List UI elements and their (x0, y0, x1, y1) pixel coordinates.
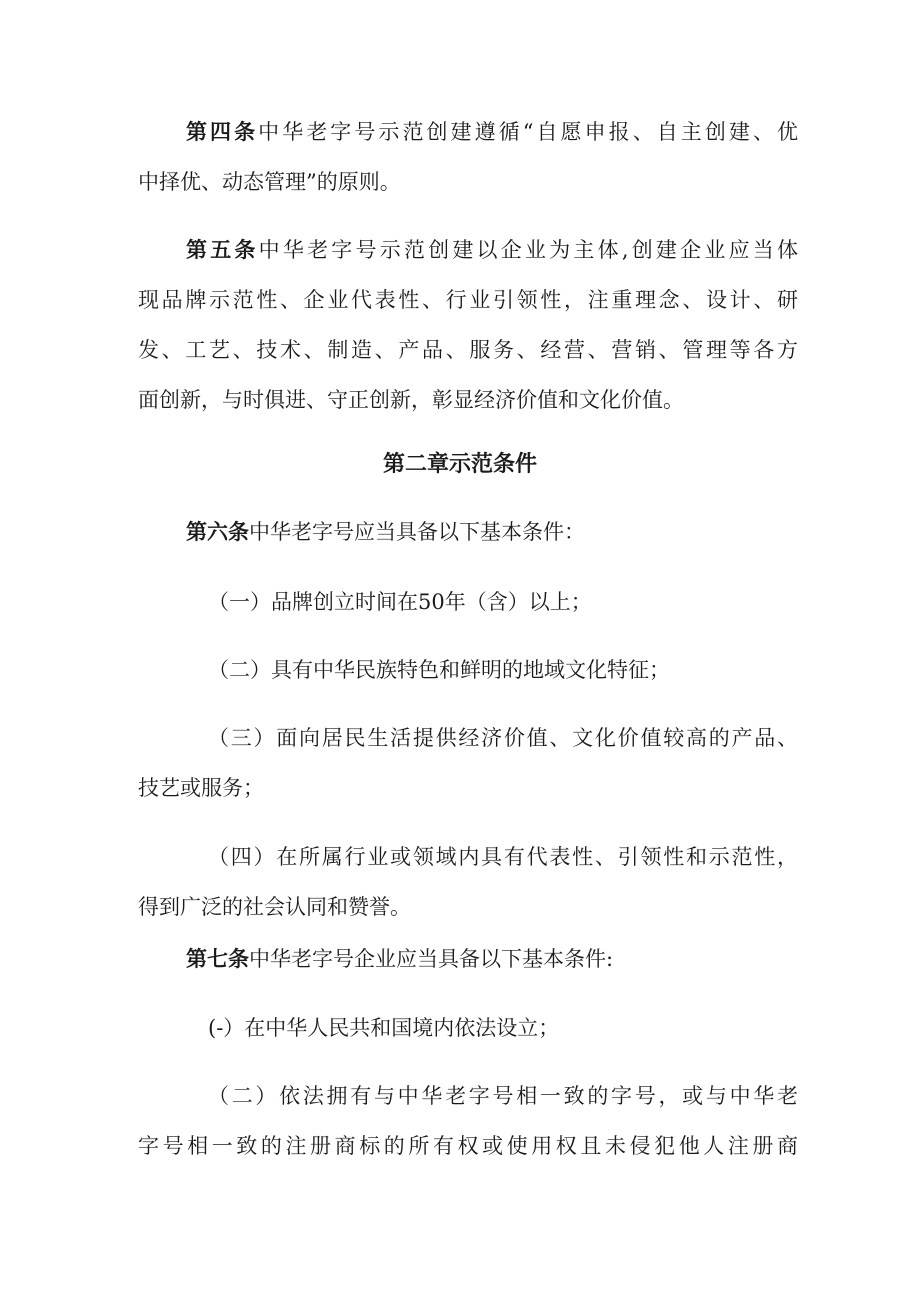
article-7-item-1: (-）在中华人民共和国境内依法设立； (208, 1016, 560, 1040)
article-6-item-3-line-1: （三）面向居民生活提供经济价值、文化价值较高的产品、 (208, 726, 798, 750)
article-4-label: 第四条 (186, 120, 259, 144)
article-6-item-3-line-2: 技艺或服务； (138, 776, 264, 800)
article-6-label: 第六条 (186, 520, 249, 544)
article-6-item-1: （一）品牌创立时间在50年（含）以上； (208, 590, 592, 614)
article-5-label: 第五条 (186, 238, 259, 262)
article-5-line-2: 现品牌示范性、企业代表性、行业引领性，注重理念、设计、研 (138, 288, 798, 312)
chapter-2-heading: 第二章示范条件 (382, 452, 537, 477)
article-6-item-4-line-1: （四）在所属行业或领域内具有代表性、引领性和示范性， (208, 845, 798, 869)
article-5-line-1: 第五条中华老字号示范创建以企业为主体,创建企业应当体 (186, 238, 798, 262)
article-7-item-2-line-2: 字号相一致的注册商标的所有权或使用权且未侵犯他人注册商 (138, 1134, 798, 1158)
article-4-line-2: 中择优、动态管理”的原则。 (138, 170, 401, 194)
article-6-item-4-line-2: 得到广泛的社会认同和赞誉。 (138, 895, 411, 919)
article-5-line-4: 面创新，与时俱进、守正创新，彰显经济价值和文化价值。 (138, 388, 684, 412)
article-7-item-2-line-1: （二）依法拥有与中华老字号相一致的字号，或与中华老 (208, 1084, 798, 1108)
article-6-item-2: （二）具有中华民族特色和鲜明的地域文化特征； (208, 658, 670, 682)
article-6-line-1: 第六条中华老字号应当具备以下基本条件： (186, 520, 585, 544)
article-7-label: 第七条 (186, 947, 249, 971)
article-4-line-1: 第四条中华老字号示范创建遵循“自愿申报、自主创建、优 (186, 120, 799, 144)
article-7-line-1: 第七条中华老字号企业应当具备以下基本条件: (186, 947, 614, 971)
article-5-line-3: 发、工艺、技术、制造、产品、服务、经营、营销、管理等各方 (138, 338, 798, 362)
